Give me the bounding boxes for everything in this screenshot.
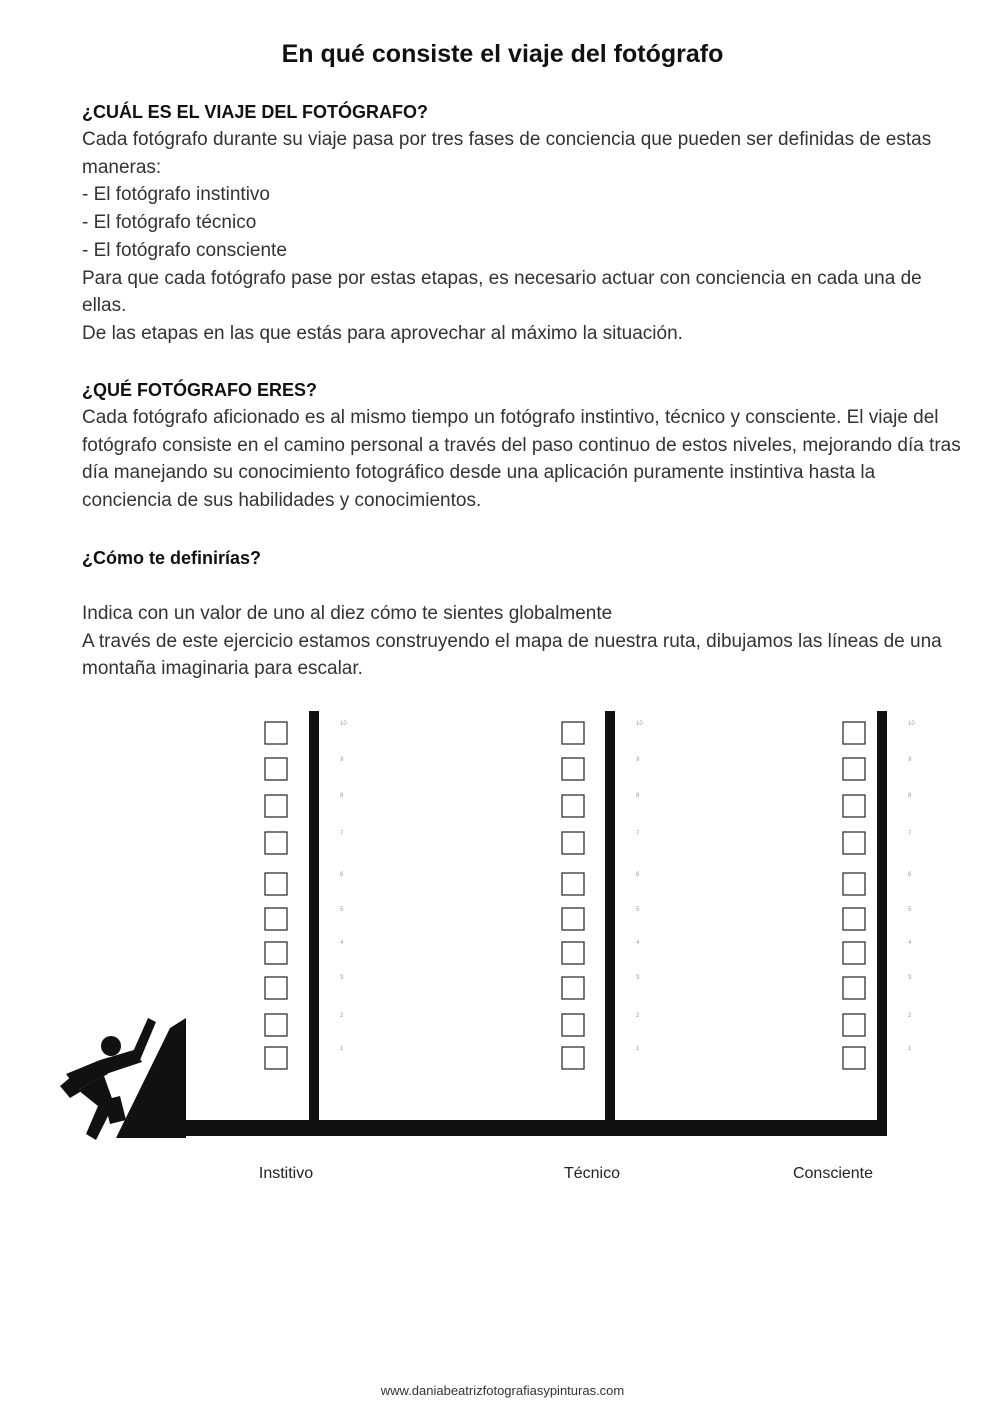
list-item: - El fotógrafo técnico [82,212,257,234]
scale-tick-label: 8 [908,793,912,799]
pole-instintivo [309,711,319,1125]
rating-checkbox-instintivo-4[interactable] [265,942,287,964]
column-label-instintivo: Institivo [258,1165,314,1182]
paragraph: Cada fotógrafo aficionado es al mismo tiempo un fotógrafo instintivo, técnico y consciente. El viaje del fotógrafo consiste en el camino personal a través del paso continuo de estos niveles, mejorando día tras día manejando su conocimiento fotográfico desde una aplicación puramente instintiva hasta la conciencia de sus habilidades y conocimientos. [82,407,961,512]
section-journey [82,98,962,348]
paragraph: Para que cada fotógrafo pase por estas etapas, es necesario actuar con conciencia en cada una de ellas. [82,267,922,317]
scale-tick-label: 8 [340,793,344,799]
column-label-tecnico: Técnico [563,1165,621,1182]
rating-checkbox-consciente-6[interactable] [843,873,865,895]
list-item: - El fotógrafo consciente [82,239,287,261]
scale-tick-label: 3 [340,975,344,981]
scale-tick-label: 3 [908,975,912,981]
rating-checkbox-tecnico-9[interactable] [562,758,584,780]
rating-checkbox-instintivo-2[interactable] [265,1014,287,1036]
rating-checkbox-instintivo-7[interactable] [265,832,287,854]
scale-tick-label: 3 [636,975,640,981]
scale-tick-label: 5 [636,907,640,913]
scale-tick-label: 1 [340,1046,344,1052]
scale-tick-label: 7 [908,831,912,837]
rating-checkbox-instintivo-8[interactable] [265,795,287,817]
rating-checkbox-instintivo-6[interactable] [265,873,287,895]
scale-tick-label: 4 [636,940,640,946]
instruction-paragraph: A través de este ejercicio estamos construyendo el mapa de nuestra ruta, dibujamos las líneas de una montaña imaginaria para escalar. [82,630,942,680]
scale-tick-label: 2 [340,1013,344,1019]
scale-tick-label: 2 [908,1013,912,1019]
page-title: En qué consiste el viaje del fotógrafo [281,40,724,68]
rating-checkbox-consciente-7[interactable] [843,832,865,854]
mountain-climber-icon [60,1018,186,1140]
scale-tick-label: 4 [908,940,912,946]
rating-checkbox-tecnico-6[interactable] [562,873,584,895]
rating-checkbox-tecnico-7[interactable] [562,832,584,854]
rating-checkbox-tecnico-10[interactable] [562,722,584,744]
scale-tick-label: 9 [908,757,912,763]
rating-checkbox-instintivo-10[interactable] [265,722,287,744]
scale-tick-label: 10 [908,721,915,727]
section-define [82,544,962,683]
scale-tick-label: 6 [340,872,344,878]
rating-checkbox-consciente-1[interactable] [843,1047,865,1069]
rating-checkbox-tecnico-1[interactable] [562,1047,584,1069]
scale-tick-label: 7 [340,831,344,837]
scale-tick-label: 5 [908,907,912,913]
instruction-line: Indica con un valor de uno al diez cómo te sientes globalmente [82,603,613,624]
rating-checkbox-tecnico-8[interactable] [562,795,584,817]
scale-tick-label: 2 [636,1013,640,1019]
scale-tick-label: 1 [908,1046,912,1052]
scale-tick-label: 9 [636,757,640,763]
intro-paragraph: Cada fotógrafo durante su viaje pasa por tres fases de conciencia que pueden ser definidas de estas maneras: [82,129,932,178]
rating-checkbox-tecnico-2[interactable] [562,1014,584,1036]
baseline [186,1120,887,1136]
rating-checkbox-tecnico-3[interactable] [562,977,584,999]
rating-checkbox-instintivo-3[interactable] [265,977,287,999]
rating-checkbox-consciente-3[interactable] [843,977,865,999]
rating-checkbox-tecnico-5[interactable] [562,908,584,930]
footer-url: www.daniabeatrizfotografiasypinturas.com [380,1383,625,1398]
pole-consciente [877,711,887,1125]
section-heading: ¿CUÁL ES EL VIAJE DEL FOTÓGRAFO? [82,102,429,122]
scale-tick-label: 10 [340,721,347,727]
scale-tick-label: 4 [340,940,344,946]
scale-tick-label: 8 [636,793,640,799]
scale-tick-label: 5 [340,907,344,913]
scale-tick-label: 7 [636,831,640,837]
scale-tick-label: 9 [340,757,344,763]
phase-list [82,181,962,264]
scale-tick-label: 1 [636,1046,640,1052]
pole-tecnico [605,711,615,1125]
rating-checkbox-instintivo-9[interactable] [265,758,287,780]
section-which-photographer [82,376,962,515]
rating-checkbox-consciente-9[interactable] [843,758,865,780]
column-label-consciente: Consciente [792,1165,874,1182]
rating-checkbox-instintivo-1[interactable] [265,1047,287,1069]
rating-checkbox-consciente-10[interactable] [843,722,865,744]
scale-tick-label: 6 [908,872,912,878]
paragraph: De las etapas en las que estás para aprovechar al máximo la situación. [82,322,683,344]
rating-checkbox-consciente-8[interactable] [843,795,865,817]
rating-checkbox-consciente-4[interactable] [843,942,865,964]
rating-checkbox-instintivo-5[interactable] [265,908,287,930]
rating-checkbox-consciente-2[interactable] [843,1014,865,1036]
section-heading: ¿Cómo te definirías? [82,548,262,568]
section-heading: ¿QUÉ FOTÓGRAFO ERES? [82,380,318,400]
rating-checkbox-tecnico-4[interactable] [562,942,584,964]
list-item: - El fotógrafo instintivo [82,184,270,206]
rating-checkbox-consciente-5[interactable] [843,908,865,930]
scale-tick-label: 6 [636,872,640,878]
scale-tick-label: 10 [636,721,643,727]
